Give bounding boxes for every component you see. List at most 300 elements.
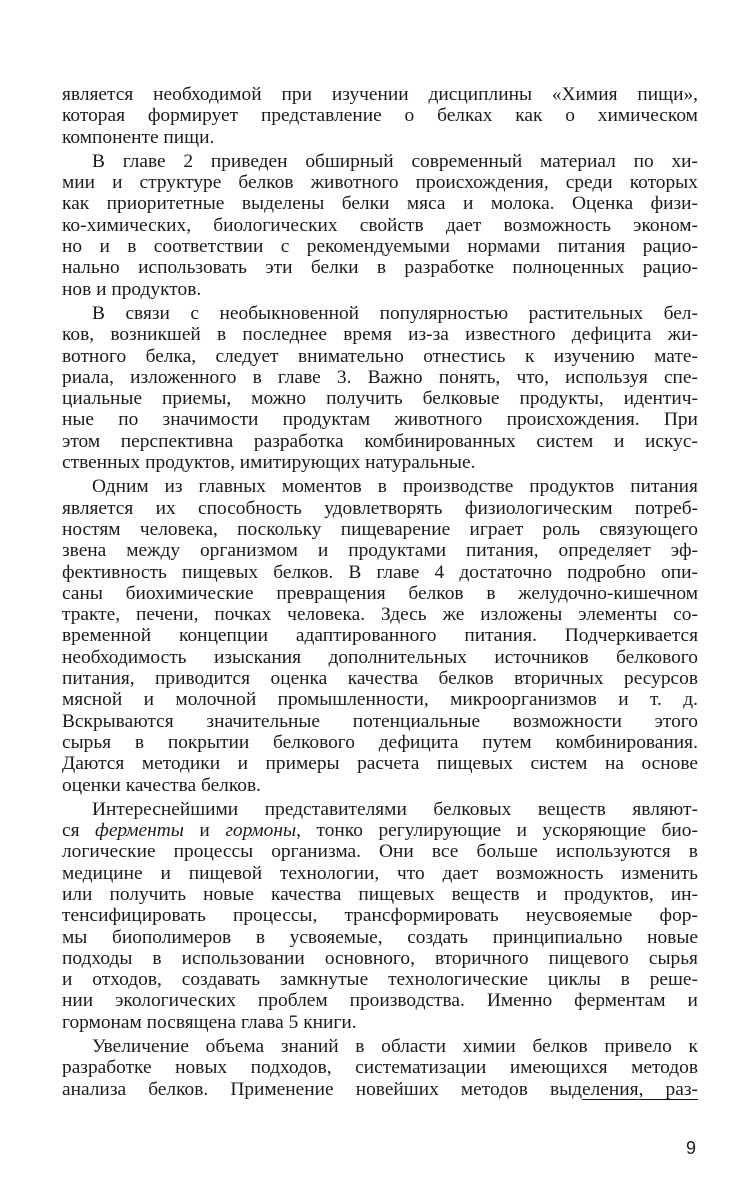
text-run: нов [62, 278, 92, 300]
text-run: 4 [434, 561, 445, 583]
text-run: этом [62, 430, 101, 452]
text-run: необходимой [153, 84, 262, 105]
text-run: питания, [466, 540, 539, 562]
text-run: новые [647, 926, 698, 948]
text-run: и [516, 820, 528, 842]
text-run: подробно [567, 561, 646, 583]
text-run: оценка [270, 668, 328, 690]
text-run: белкового [273, 731, 355, 753]
text-run: циклы [547, 969, 601, 991]
text-run: мате- [654, 345, 698, 367]
text-run: глава [241, 1011, 284, 1033]
text-line [62, 367, 698, 388]
text-run: изменить [621, 862, 698, 884]
text-run: области [381, 1036, 446, 1058]
footer-rule [582, 1099, 698, 1100]
text-run: использовании [181, 947, 305, 969]
text-run: современный [411, 150, 523, 172]
text-run: как [515, 105, 543, 127]
text-run: последнее [242, 324, 328, 346]
text-run: определяет [558, 540, 651, 562]
text-run: является [62, 497, 134, 519]
text-line [62, 969, 698, 990]
text-run: отходов, [92, 969, 162, 991]
text-run: мяса [406, 193, 446, 215]
text-run: между [126, 540, 181, 562]
text-run: Даются [62, 753, 125, 775]
text-run: на [604, 753, 624, 775]
text-run: систем [536, 430, 594, 452]
text-run: веществ [537, 798, 606, 820]
text-run: пищеварение [340, 518, 451, 540]
text-run: белков. [200, 774, 261, 796]
text-run: при [281, 84, 312, 105]
text-run: понять, [438, 366, 501, 388]
text-run: биохимические [125, 582, 254, 604]
text-run: концепции [179, 625, 269, 647]
text-run: создавать [181, 969, 261, 991]
text-line [62, 346, 698, 367]
text-run: белков [408, 582, 464, 604]
text-line [62, 689, 698, 710]
text-run: моментов [281, 476, 362, 498]
text-run: пищевой [188, 862, 263, 884]
text-run: формирует [147, 105, 239, 127]
text-run: знаний [280, 1036, 339, 1058]
text-run: При [663, 409, 698, 431]
text-line [62, 1079, 698, 1100]
text-run: больше [476, 841, 538, 863]
text-run: технологии, [279, 862, 380, 884]
text-run: производства. [349, 990, 465, 1012]
text-run: мы [62, 926, 88, 948]
text-run: к [524, 345, 535, 367]
text-run: проблем [257, 990, 328, 1012]
text-run: и [317, 540, 329, 562]
text-run: желудочно-кишечном [518, 582, 698, 604]
text-run: человека. [287, 604, 366, 626]
text-run: изучении [331, 84, 409, 105]
text-run: приводится [155, 668, 251, 690]
text-run: т. [650, 689, 662, 711]
text-run: дает [445, 214, 482, 236]
text-run: представление [260, 105, 382, 127]
text-line [62, 625, 698, 646]
text-run: происхождения, [415, 172, 549, 194]
text-run: рацио- [642, 257, 698, 279]
text-run: их [155, 497, 176, 519]
text-run: со- [673, 604, 698, 626]
text-run: рацио- [642, 236, 698, 258]
text-line [62, 1057, 698, 1078]
text-run: нально [62, 257, 120, 279]
text-run: которых [629, 172, 698, 194]
text-run: ственных [62, 452, 141, 474]
text-run: достаточно [459, 561, 553, 583]
text-run: пищевых [436, 753, 513, 775]
text-run: в [134, 731, 145, 753]
text-run: ко-химических, [62, 214, 192, 236]
text-run: продуктам [282, 409, 371, 431]
text-run: из-за [408, 324, 449, 346]
text-run: и [96, 278, 107, 300]
text-line [62, 151, 698, 172]
text-run: натуральные. [365, 452, 476, 474]
text-run: все [431, 841, 459, 863]
paragraph [62, 1036, 698, 1100]
text-run: и [143, 689, 155, 711]
text-line [62, 884, 698, 905]
text-line [62, 236, 698, 257]
text-line [62, 409, 698, 430]
text-run: по [633, 150, 654, 172]
text-run: эф- [670, 540, 698, 562]
text-line [62, 841, 698, 862]
text-run: возможность [503, 214, 611, 236]
text-run: дефицита [571, 324, 652, 346]
text-run: Вскрываются [62, 710, 174, 732]
text-run: и [99, 236, 110, 258]
text-run: тонко [316, 820, 363, 842]
text-run: о [565, 105, 575, 127]
text-run: о [404, 105, 415, 127]
text-run: биополимеров [111, 926, 232, 948]
text-run: которая [62, 105, 126, 127]
text-run: белков. [273, 561, 334, 583]
text-line [62, 711, 698, 732]
text-run: главе [122, 150, 166, 172]
text-line [62, 431, 698, 452]
text-run: белков [238, 172, 294, 194]
text-line [62, 863, 698, 884]
text-run: использовать [138, 257, 247, 279]
page-body [62, 84, 698, 1100]
text-line [62, 668, 698, 689]
text-run: необыкновенной [219, 302, 360, 324]
text-run: хи- [671, 150, 698, 172]
text-run: подходы [62, 947, 133, 969]
text-run: и [614, 430, 625, 452]
text-run: удовлетворять [324, 497, 443, 519]
text-run: путем [482, 731, 532, 753]
text-run: процессы, [232, 905, 318, 927]
text-line [62, 324, 698, 345]
text-run: организма. [271, 841, 361, 863]
text-run: поскольку [237, 518, 322, 540]
text-run: комбинированных [364, 430, 516, 452]
text-run: продуктов, [563, 883, 654, 905]
text-run: биологических [213, 214, 338, 236]
text-run: адаптированного [295, 625, 437, 647]
text-run: вотного [62, 345, 127, 367]
text-run: разработке [62, 1057, 152, 1079]
text-run: сырья [648, 947, 698, 969]
text-run: главе [277, 366, 321, 388]
text-run: являют- [632, 798, 698, 820]
text-line [62, 820, 698, 841]
text-run: и [199, 820, 210, 842]
text-run: В [92, 302, 105, 324]
text-run: В [92, 150, 105, 172]
text-run: белков [532, 1036, 588, 1058]
text-run: основе [641, 753, 698, 775]
text-run: Применение [230, 1078, 334, 1100]
text-run: из [164, 476, 183, 498]
text-run: в [486, 582, 496, 604]
text-run: время [343, 324, 392, 346]
text-run: по [118, 409, 139, 431]
text-run: молочной [175, 689, 257, 711]
text-run: эконом- [633, 214, 698, 236]
text-run: химическом [597, 105, 698, 127]
text-run: привело [604, 1036, 672, 1058]
text-line [62, 775, 698, 796]
text-run: белков. [148, 1078, 209, 1100]
italic-term: ферменты [95, 820, 184, 842]
text-run: ресурсов [624, 668, 698, 690]
text-run: мии [62, 172, 96, 194]
text-run: и [687, 990, 698, 1012]
text-run: свойств [359, 214, 424, 236]
text-run: выделены [241, 193, 325, 215]
text-run: ков, [62, 324, 95, 346]
text-run: продуктами [348, 540, 447, 562]
text-run: логические [62, 841, 156, 863]
text-run: изучению [553, 345, 635, 367]
text-run: связующего [599, 518, 698, 540]
text-run: создать [407, 926, 469, 948]
text-run: эти [265, 257, 293, 279]
text-run: компоненте [62, 126, 159, 148]
text-run: нормами [467, 236, 541, 258]
text-run: качества [125, 774, 197, 796]
text-run: пищи», [637, 84, 698, 105]
text-run: является [62, 84, 134, 105]
text-run: превращения [276, 582, 386, 604]
text-run: покрытии [167, 731, 250, 753]
text-run: или [62, 883, 93, 905]
text-run: ферментам [574, 990, 666, 1012]
text-run: элементы [578, 604, 658, 626]
text-run: новейших [355, 1078, 439, 1100]
text-run: продуктов, [145, 452, 235, 474]
text-run: получить [109, 883, 187, 905]
text-run: в [376, 257, 387, 279]
text-line [62, 753, 698, 774]
text-run: раз- [665, 1078, 698, 1100]
text-run: технологические [388, 969, 528, 991]
text-line [62, 127, 698, 148]
text-run: вторичного [434, 947, 529, 969]
text-run: книги. [303, 1011, 357, 1033]
text-line [62, 562, 698, 583]
text-run: главных [198, 476, 267, 498]
text-run: био- [661, 820, 698, 842]
text-run: и [112, 172, 123, 194]
text-run: 5 [288, 1011, 299, 1033]
text-run: как [62, 193, 90, 215]
text-run: качества [271, 883, 342, 905]
text-run: используя [565, 366, 648, 388]
text-line [62, 905, 698, 926]
text-run: потреб- [634, 497, 698, 519]
text-run: внимательно [297, 345, 404, 367]
text-run: белковых [433, 798, 512, 820]
text-line [62, 84, 698, 105]
text-run: и [160, 862, 171, 884]
text-run: растительных [528, 302, 644, 324]
text-run: и [62, 969, 73, 991]
text-run: приведен [210, 150, 288, 172]
text-run: к [688, 1036, 698, 1058]
text-run: опи- [661, 561, 698, 583]
text-run: питания [630, 476, 698, 498]
text-run: отнестись [423, 345, 506, 367]
text-run: и [536, 883, 547, 905]
text-run: спе- [663, 366, 698, 388]
text-run: и [463, 193, 474, 215]
text-run: полноценных [512, 257, 625, 279]
text-run: временной [62, 625, 152, 647]
text-run: Одним [92, 476, 149, 498]
text-run: продуктов [529, 476, 615, 498]
text-run: продуктов. [111, 278, 202, 300]
text-run: рекомендуемыми [306, 236, 450, 258]
text-run: в [688, 841, 698, 863]
text-run: 3. [336, 366, 352, 388]
text-run: популярностью [379, 302, 509, 324]
text-run: новые [203, 883, 254, 905]
text-run: производстве [402, 476, 514, 498]
text-run: этого [654, 710, 698, 732]
text-run: питания, [62, 668, 135, 690]
text-run: белка, [145, 345, 197, 367]
text-line [62, 1012, 698, 1033]
text-run: с [280, 236, 290, 258]
text-run: 2 [183, 150, 194, 172]
text-run: экологических [115, 990, 236, 1012]
text-run: же [442, 604, 465, 626]
text-run: расчета [357, 753, 420, 775]
text-run: Именно [486, 990, 553, 1012]
text-run: Здесь [381, 604, 427, 626]
text-run: связи [125, 302, 170, 324]
text-run: пищевых [358, 883, 435, 905]
text-run: дает [442, 862, 479, 884]
text-run: процессы [173, 841, 254, 863]
text-run: играет [469, 518, 524, 540]
text-run: потенциальные [352, 710, 481, 732]
text-run: мясной [62, 689, 123, 711]
text-run: ные [62, 409, 95, 431]
text-line [62, 927, 698, 948]
text-run: тракте, [62, 604, 121, 626]
text-run: печени, [136, 604, 199, 626]
paragraph [62, 151, 698, 300]
page-number: 9 [685, 1138, 696, 1158]
text-run: белковые [422, 388, 500, 410]
text-run: систем [530, 753, 588, 775]
text-run: Увеличение [92, 1036, 189, 1058]
text-run: бел- [663, 302, 698, 324]
text-run: комбинирования. [555, 731, 698, 753]
text-run: что, [516, 366, 549, 388]
text-line [62, 583, 698, 604]
text-run: объема [205, 1036, 265, 1058]
text-run: молока. [490, 193, 555, 215]
text-run: в [252, 366, 262, 388]
text-line [62, 498, 698, 519]
text-run: пищевого [548, 947, 629, 969]
text-run: методов [460, 1078, 528, 1100]
text-run: приоритетные [106, 193, 225, 215]
text-run: разработка [253, 430, 344, 452]
text-run: следует [215, 345, 279, 367]
text-run: риала, [62, 366, 114, 388]
text-run: известного [465, 324, 556, 346]
text-run: и [237, 753, 249, 775]
text-line [62, 732, 698, 753]
text-run: реше- [649, 969, 698, 991]
text-run: ин- [670, 883, 698, 905]
text-run: в [255, 926, 265, 948]
text-line [62, 799, 698, 820]
text-run: можно [251, 388, 307, 410]
text-run: организмом [199, 540, 298, 562]
text-run: возможности [512, 710, 622, 732]
text-run: искус- [645, 430, 698, 452]
text-run: в [355, 1036, 365, 1058]
text-run: саны [62, 582, 103, 604]
text-run: физи- [650, 193, 698, 215]
text-line [62, 388, 698, 409]
text-run: питания. [464, 625, 537, 647]
text-run: источников [494, 646, 589, 668]
text-run: методов [631, 1057, 698, 1079]
text-run: дополнительных [328, 646, 467, 668]
text-run: тенсифицировать [62, 905, 206, 927]
text-run: трансформировать [344, 905, 499, 927]
text-run: представителями [264, 798, 407, 820]
text-run: продукты, [519, 388, 604, 410]
text-run: Оценка [572, 193, 634, 215]
text-line [62, 519, 698, 540]
text-run: необходимость [62, 646, 187, 668]
paragraph [62, 303, 698, 473]
text-run: изыскания [213, 646, 302, 668]
text-line [62, 476, 698, 497]
text-run: посвящена [146, 1011, 237, 1033]
text-run: систематизации [355, 1057, 487, 1079]
text-run: получить [326, 388, 403, 410]
text-run: почках [214, 604, 272, 626]
text-run: главе [376, 561, 420, 583]
text-run: выделения, [549, 1078, 644, 1100]
text-run: сырья [62, 731, 112, 753]
text-run: человека, [139, 518, 218, 540]
text-run: питания [557, 236, 626, 258]
text-run: неусвояемые [525, 905, 633, 927]
text-line [62, 279, 698, 300]
text-run: но [62, 236, 83, 258]
text-run: основного, [324, 947, 415, 969]
text-run: регулирующие [378, 820, 502, 842]
text-run: новых [175, 1057, 228, 1079]
text-run: имеющихся [509, 1057, 608, 1079]
text-run: имитирующих [239, 452, 361, 474]
text-run: Они [379, 841, 414, 863]
text-run: гормонам [62, 1011, 142, 1033]
